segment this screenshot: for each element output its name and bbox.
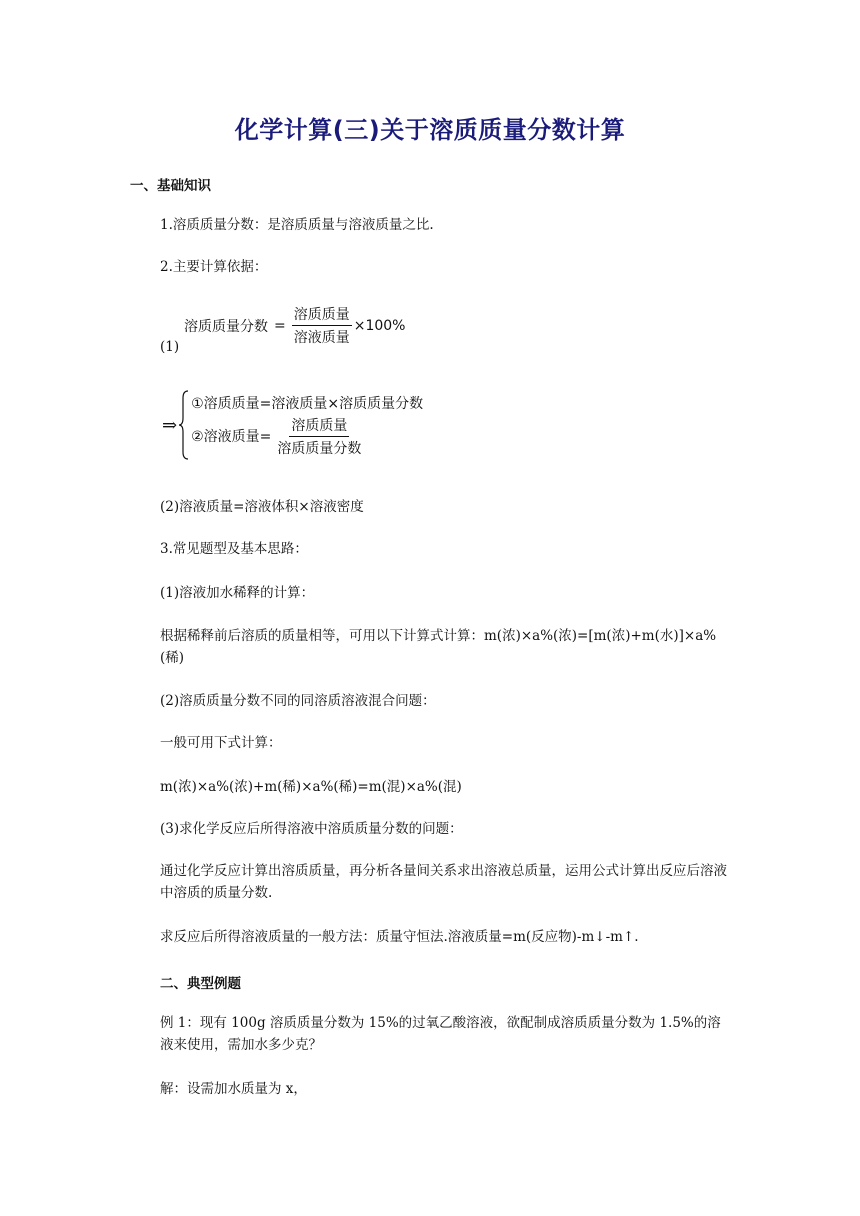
type-3-method: 求反应后所得溶液质量的一般方法：质量守恒法.溶液质量=m(反应物)-m↓-m↑. [160, 929, 639, 945]
section-heading-basics: 一、基础知识 [130, 178, 211, 194]
mixing-formula: m(浓)×a%(浓)+m(稀)×a%(稀)=m(混)×a%(混) [160, 779, 462, 795]
section-heading-examples: 二、典型例题 [160, 976, 241, 992]
derived-line-2-numerator: 溶质质量 [289, 415, 349, 437]
types-heading: 3.常见题型及基本思路： [160, 541, 308, 557]
formula-1-denominator: 溶液质量 [293, 330, 350, 346]
derived-line-2-fraction [275, 415, 363, 458]
solution-text: 解：设需加水质量为 x， [160, 1081, 307, 1097]
formula-1-lhs: 溶质质量分数 [184, 318, 268, 335]
formula-1-fraction [292, 304, 352, 347]
type-3-heading: (3)求化学反应后所得溶液中溶质质量分数的问题： [160, 821, 463, 837]
derived-line-2-lhs: ②溶液质量= [191, 429, 272, 445]
page-title: 化学计算(三)关于溶质质量分数计算 [234, 116, 626, 144]
derived-line-1: ①溶质质量=溶液质量×溶质质量分数 [191, 395, 424, 412]
formula-1-label: (1) [160, 339, 180, 355]
type-3-text: 通过化学反应计算出溶质质量，再分析各量间关系求出溶液总质量，运用公式计算出反应后溶液中溶质的质量分数. [160, 863, 727, 901]
left-brace-icon [179, 390, 189, 460]
formula-1-equals: = [274, 317, 286, 334]
basis-text: 2.主要计算依据： [160, 259, 268, 275]
density-formula: (2)溶液质量=溶液体积×溶液密度 [160, 499, 364, 515]
definition-text: 1.溶质质量分数：是溶质质量与溶液质量之比. [160, 217, 434, 233]
derived-line-2-denominator: 溶质质量分数 [277, 440, 362, 457]
type-1-text: 根据稀释前后溶质的质量相等，可用以下计算式计算：m(浓)×a%(浓)=[m(浓)+m(水)]×a%(稀) [160, 628, 717, 666]
type-2-text: 一般可用下式计算： [160, 735, 282, 751]
implies-arrow: ⇒ [162, 414, 178, 436]
formula-1-numerator: 溶质质量 [292, 304, 352, 326]
formula-1-tail: ×100% [353, 317, 406, 334]
type-2-heading: (2)溶质质量分数不同的同溶质溶液混合问题： [160, 693, 436, 709]
formula-derived-system [162, 390, 423, 460]
example-1-text: 例 1：现有 100g 溶质质量分数为 15%的过氧乙酸溶液，欲配制成溶质质量分数为 1.5%的溶液来使用，需加水多少克？ [160, 1015, 721, 1053]
formula-mass-fraction [184, 304, 406, 347]
type-1-heading: (1)溶液加水稀释的计算： [160, 585, 315, 601]
